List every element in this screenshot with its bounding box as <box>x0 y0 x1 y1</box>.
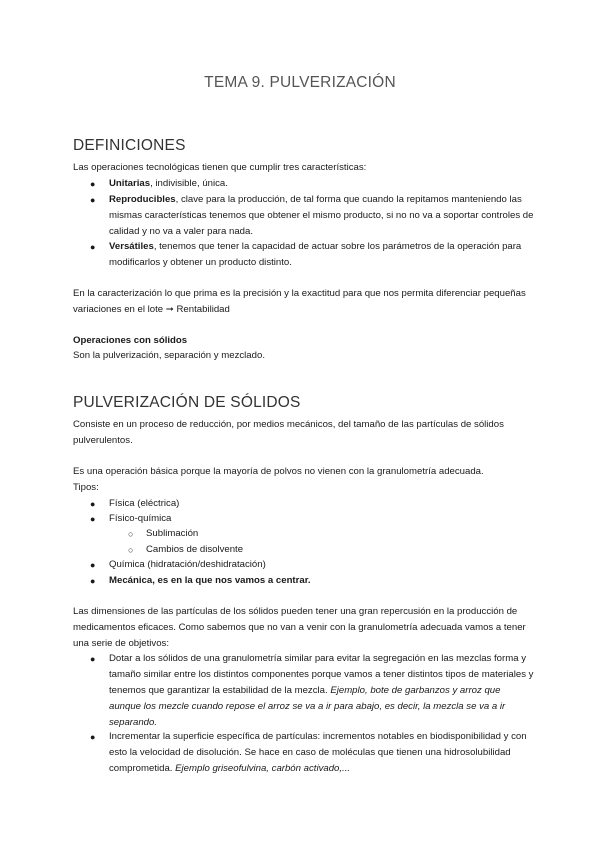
page-title: TEMA 9. PULVERIZACIÓN <box>204 74 396 91</box>
bullet-icon: ● <box>90 242 96 252</box>
subheading-operaciones: Operaciones con sólidos <box>73 335 188 346</box>
list-item-reproducibles: Reproducibles, clave para la producción, de tal forma que cuando la repitamos manteniendo las mismas características tenemos que obtener el mismo producto, si no no va a soportar controles de calidad y no va a valer para nada. <box>109 194 534 237</box>
heading-definiciones: DEFINICIONES <box>73 137 186 154</box>
tipos-label: Tipos: <box>73 482 99 493</box>
objetivo-granulometria: Dotar a los sólidos de una granulometría similar para evitar la segregación en las mezclas forma y tamaño similar entre los distintos componentes porque vamos a tener distintos tipos de materiales y tenemos que garantizar la estabilidad de la mezcla. Ejemplo, bote de garbanzos y arroz que aunque los mezcle cuando repose el arroz se va a ir para abajo, es decir, la mezcla se va a ir separando. <box>109 653 534 728</box>
bullet-icon: ● <box>90 576 96 586</box>
bullet-icon: ● <box>90 179 96 189</box>
bullet-icon: ● <box>90 654 96 664</box>
tipo-fisica: Física (eléctrica) <box>109 498 180 509</box>
bullet-icon: ● <box>90 732 96 742</box>
bullet-icon: ● <box>90 560 96 570</box>
subtext-operaciones: Son la pulverización, separación y mezclado. <box>73 350 265 361</box>
objetivo-superficie: Incrementar la superficie específica de partículas: incrementos notables en biodisponibilidad y con esto la velocidad de disolución. Se hace en caso de moléculas que tienen una hidrosolubilidad comprometida. Ejemplo griseofulvina, carbón activado,... <box>109 731 527 774</box>
subtipo-sublimacion: Sublimación <box>146 528 199 539</box>
tipo-fisico-quimica: Físico-química <box>109 513 172 524</box>
subtipo-disolvente: Cambios de disolvente <box>146 544 244 555</box>
paragraph-caracterizacion: En la caracterización lo que prima es la precisión y la exactitud para que nos permita diferenciar pequeñas variaciones en el lote ➞ Rentabilidad <box>73 288 526 315</box>
bullet-icon: ● <box>90 195 96 205</box>
definition-text: Consiste en un proceso de reducción, por medios mecánicos, del tamaño de las partículas de sólidos pulverulentos. <box>73 419 504 446</box>
list-item-versatiles: Versátiles, tenemos que tener la capacidad de actuar sobre los parámetros de la operación para modificarlos y obtener un producto distinto. <box>109 241 522 268</box>
sub-bullet-icon: ○ <box>128 545 134 555</box>
heading-pulverizacion: PULVERIZACIÓN DE SÓLIDOS <box>73 394 301 411</box>
list-item-unitarias: Unitarias, indivisible, única. <box>109 178 228 189</box>
tipo-quimica: Química (hidratación/deshidratación) <box>109 559 266 570</box>
paragraph-operacion-basica: Es una operación básica porque la mayoría de polvos no vienen con la granulometría adecuada. <box>73 466 484 477</box>
bullet-icon: ● <box>90 499 96 509</box>
tipo-mecanica: Mecánica, es en la que nos vamos a centrar. <box>109 575 311 586</box>
sub-bullet-icon: ○ <box>128 529 134 539</box>
paragraph-dimensiones: Las dimensiones de las partículas de los sólidos pueden tener una gran repercusión en la producción de medicamentos eficaces. Como sabemos que no van a venir con la granulometría adecuada vamos a tener una serie de objetivos: <box>73 606 526 649</box>
intro-text: Las operaciones tecnológicas tienen que cumplir tres características: <box>73 162 367 173</box>
bullet-icon: ● <box>90 514 96 524</box>
